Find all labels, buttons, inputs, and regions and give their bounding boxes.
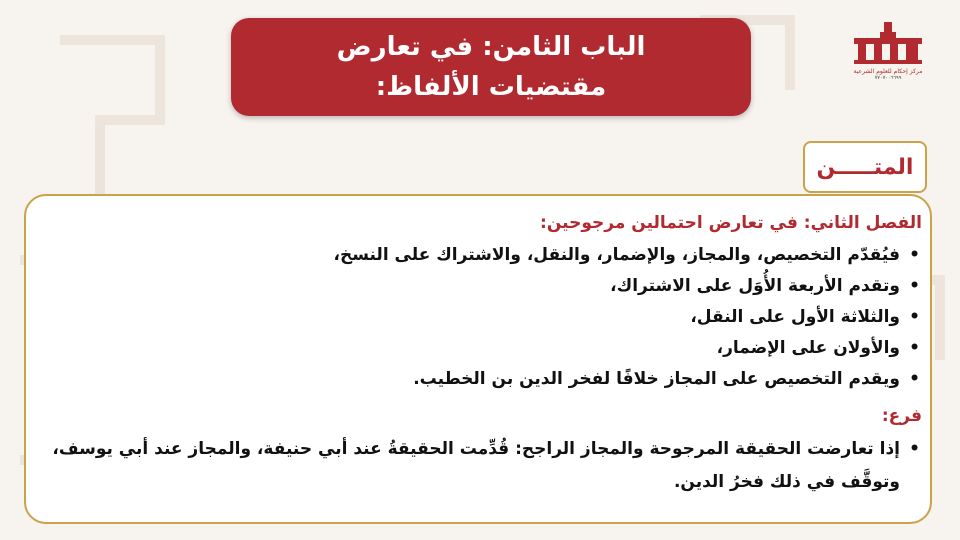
ihkam-logo-icon xyxy=(850,22,926,66)
logo-subtitle: مركز إحكام للعلوم الشرعية xyxy=(853,68,923,75)
logo xyxy=(845,22,931,96)
list-item: • وتقدم الأربعة الأُوَل على الاشتراك، xyxy=(36,271,900,302)
rules-list xyxy=(36,240,922,395)
content-panel xyxy=(24,194,932,524)
list-item: • والأولان على الإضمار، xyxy=(36,333,900,364)
branch-list xyxy=(36,433,922,499)
list-item: • والثلاثة الأول على النقل، xyxy=(36,302,900,333)
section-tag: المتـــــن xyxy=(803,141,927,193)
chapter-heading: الفصل الثاني: في تعارض احتمالين مرجوحين: xyxy=(540,213,922,233)
list-item: • ويقدم التخصيص على المجاز خلافًا لفخر الدين بن الخطيب. xyxy=(36,364,900,395)
title-banner xyxy=(231,18,751,116)
branch-heading: فرع: xyxy=(881,406,922,426)
list-item: • فيُقدّم التخصيص، والمجاز، والإضمار، والنقل، والاشتراك على النسخ، xyxy=(36,240,900,271)
list-item: • إذا تعارضت الحقيقة المرجوحة والمجاز الراجح: قُدِّمت الحقيقةُ عند أبي حنيفة، والمجاز عند أبي يوسف، وتوقَّف في ذلك فخرُ الدين. xyxy=(36,433,900,499)
title-line-1: الباب الثامن: في تعارض xyxy=(336,32,646,62)
title-line-2: مقتضيات الألفاظ: xyxy=(375,72,607,102)
logo-phone: ٧٧٠٧٠٠٦٦٩٩ xyxy=(874,75,902,81)
